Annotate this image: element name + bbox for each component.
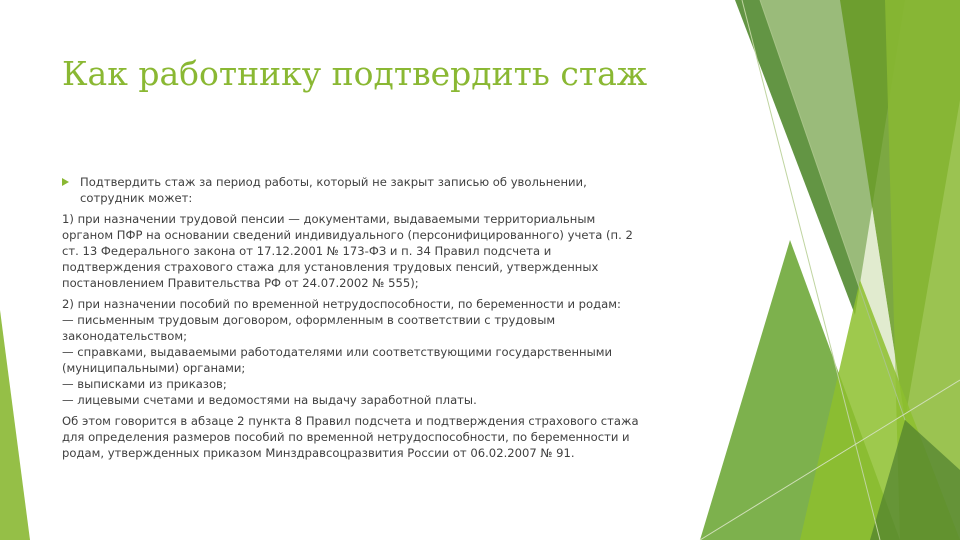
- paragraph-line: — выписками из приказов;: [62, 377, 227, 391]
- paragraph-line: законодательством;: [62, 329, 187, 343]
- paragraph-line: (муниципальными) органами;: [62, 361, 246, 375]
- paragraph-line: 1) при назначении трудовой пенсии — документами, выдаваемыми территориальным: [62, 212, 596, 226]
- paragraph-line: подтверждения страхового стажа для установления трудовых пенсий, утвержденных: [62, 260, 599, 274]
- paragraph-line: Об этом говорится в абзаце 2 пункта 8 Правил подсчета и подтверждения страхового стажа: [62, 414, 639, 428]
- paragraph-line: ст. 13 Федерального закона от 17.12.2001 № 173-ФЗ и п. 34 Правил подсчета и: [62, 244, 552, 258]
- paragraph-line: родам, утвержденных приказом Минздравсоцразвития России от 06.02.2007 № 91.: [62, 446, 575, 460]
- paragraph-line: для определения размеров пособий по временной нетрудоспособности, по беременности и: [62, 430, 630, 444]
- triangle-bullet-icon: [62, 178, 69, 186]
- paragraph-benefits: [62, 296, 722, 408]
- paragraph-line: органом ПФР на основании сведений индивидуального (персонифицированного) учета (п. 2: [62, 228, 633, 242]
- paragraph-pension: [62, 211, 722, 291]
- paragraph-source: [62, 413, 722, 461]
- bullet-line: Подтвердить стаж за период работы, который не закрыт записью об увольнении,: [80, 175, 587, 189]
- slide-body: [62, 174, 722, 466]
- bullet-line: сотрудник может:: [80, 191, 193, 205]
- paragraph-line: постановлением Правительства РФ от 24.07.2002 № 555);: [62, 276, 419, 290]
- paragraph-line: — справками, выдаваемыми работодателями или соответствующими государственными: [62, 345, 613, 359]
- paragraph-line: — письменным трудовым договором, оформленным в соответствии с трудовым: [62, 313, 556, 327]
- paragraph-line: 2) при назначении пособий по временной нетрудоспособности, по беременности и родам:: [62, 297, 621, 311]
- slide-title: Как работнику подтвердить стаж: [62, 54, 648, 93]
- paragraph-line: — лицевыми счетами и ведомостями на выдачу заработной платы.: [62, 393, 477, 407]
- bullet-item: [62, 174, 722, 206]
